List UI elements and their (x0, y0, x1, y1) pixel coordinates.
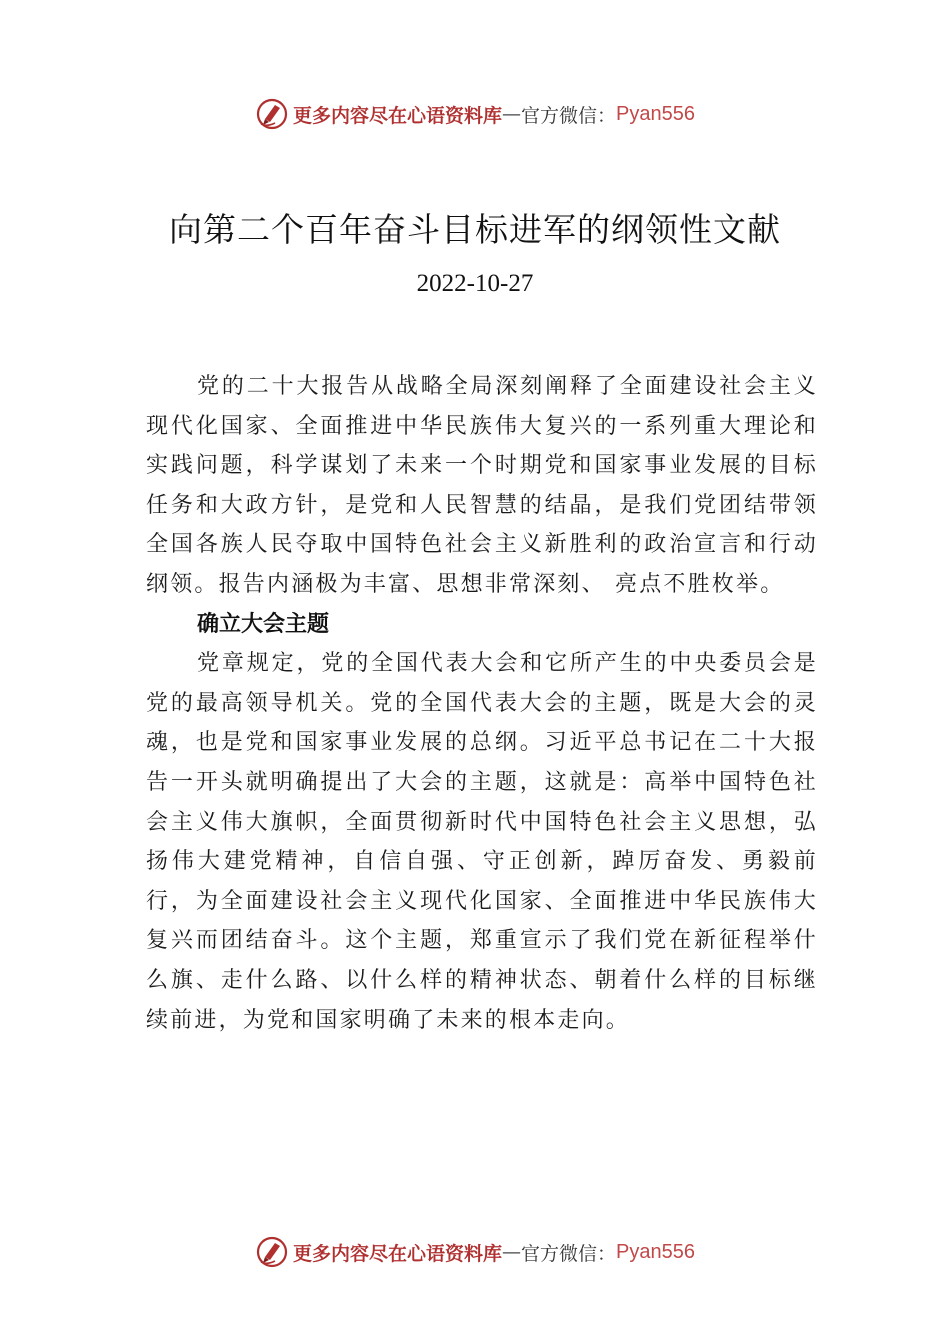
footer-separator: — (502, 1241, 522, 1263)
header-banner (0, 94, 950, 134)
article-date: 2022-10-27 (416, 270, 534, 297)
pen-nib-logo-icon (255, 97, 289, 131)
article-body (146, 367, 818, 1040)
banner-wechat-handle: Pyan556 (616, 102, 695, 125)
pen-nib-logo-icon (255, 1235, 289, 1269)
section-paragraph: 党章规定，党的全国代表大会和它所产生的中央委员会是党的最高领导机关。党的全国代表大会的主题，既是大会的灵魂，也是党和国家事业发展的总纲。习近平总书记在二十大报告一开头就明确提出了大会的主题，这就是：高举中国特色社会主义伟大旗帜，全面贯彻新时代中国特色社会主义思想，弘扬伟大建党精神，自信自强、守正创新，踔厉奋发、勇毅前行，为全面建设社会主义现代化国家、全面推进中华民族伟大复兴而团结奋斗。这个主题，郑重宣示了我们党在新征程举什么旗、走什么路、以什么样的精神状态、朝着什么样的目标继续前进，为党和国家明确了未来的根本走向。 (146, 651, 818, 1033)
section-heading: 确立大会主题 (197, 611, 330, 637)
banner-lead-text: 更多内容尽在心语资料库 (293, 104, 503, 127)
banner-separator: — (502, 103, 522, 125)
footer-banner (0, 1232, 950, 1272)
intro-paragraph: 党的二十大报告从战略全局深刻阐释了全面建设社会主义现代化国家、全面推进中华民族伟大复兴的一系列重大理论和实践问题，科学谋划了未来一个时期党和国家事业发展的目标任务和大政方针，是党和人民智慧的结晶，是我们党团结带领全国各族人民夺取中国特色社会主义新胜利的政治宣言和行动纲领。报告内涵极为丰富、思想非常深刻、 亮点不胜枚举。 (146, 374, 818, 597)
footer-wechat-label: 官方微信： (521, 1242, 617, 1265)
article-title: 向第二个百年奋斗目标进军的纲领性文献 (169, 210, 781, 249)
footer-wechat-handle: Pyan556 (616, 1240, 695, 1263)
footer-lead-text: 更多内容尽在心语资料库 (293, 1242, 503, 1265)
banner-wechat-label: 官方微信： (521, 104, 617, 127)
